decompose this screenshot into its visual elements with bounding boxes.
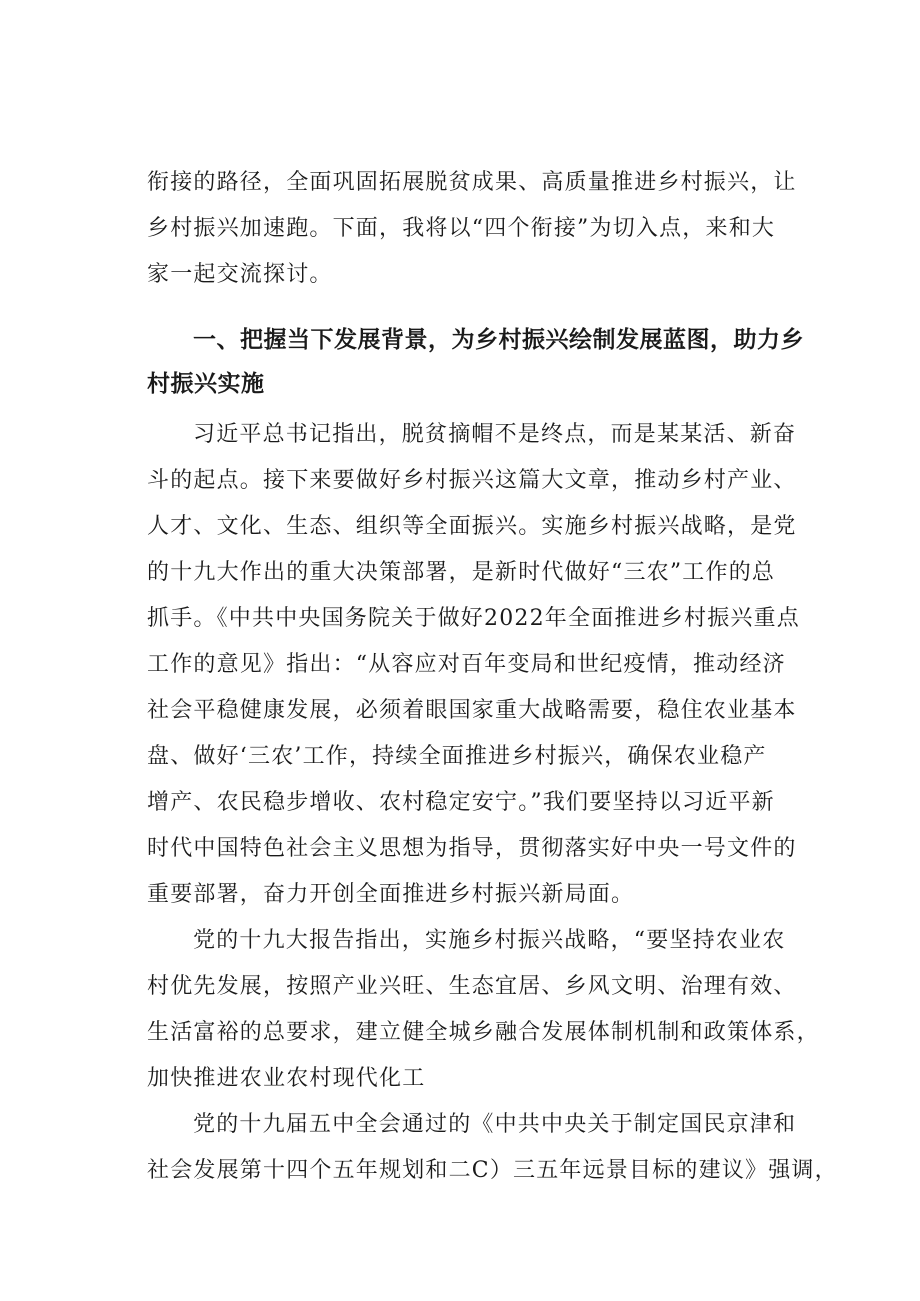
text-line: 的十九大作出的重大决策部署，是新时代做好“三农”工作的总	[147, 560, 776, 585]
text-line: 乡村振兴加速跑。下面，我将以“四个衔接”为切入点，来和大	[147, 216, 776, 241]
heading-line: 一、把握当下发展背景，为乡村振兴绘制发展蓝图，助力乡	[193, 327, 804, 353]
text-line: 人才、文化、生态、组织等全面振兴。实施乡村振兴战略，是党	[147, 514, 797, 539]
text-line: 加快推进农业农村现代化工	[147, 1066, 426, 1091]
text-line: 社会平稳健康发展，必须着眼国家重大战略需要，稳住农业基本	[147, 698, 797, 723]
section-heading	[147, 318, 803, 406]
body-paragraph-1	[147, 412, 803, 918]
text-line: 增产、农民稳步增收、农村稳定安宁。”我们要坚持以习近平新	[147, 790, 775, 815]
document-page	[147, 160, 838, 1194]
body-paragraph-2	[147, 918, 820, 1102]
text-line: 工作的意见》指出：“从容应对百年变局和世纪疫情，推动经济	[147, 652, 786, 677]
text-line: 斗的起点。接下来要做好乡村振兴这篇大文章，推动乡村产业、	[147, 468, 797, 493]
text-line: 家一起交流探讨。	[147, 262, 333, 287]
intro-paragraph	[147, 160, 803, 298]
text-line: 重要部署，奋力开创全面推进乡村振兴新局面。	[147, 882, 635, 907]
text-line: 时代中国特色社会主义思想为指导，贯彻落实好中央一号文件的	[147, 836, 797, 861]
text-line: 衔接的路径，全面巩固拓展脱贫成果、高质量推进乡村振兴，让	[147, 170, 797, 195]
text-line: 习近平总书记指出，脱贫摘帽不是终点，而是某某活、新奋	[193, 422, 797, 447]
text-line: 抓手。《中共中央国务院关于做好2022年全面推进乡村振兴重点	[147, 606, 800, 631]
text-line: 盘、做好‘三农’工作，持续全面推进乡村振兴，确保农业稳产	[147, 744, 767, 769]
body-paragraph-3	[147, 1102, 838, 1194]
text-line: 生活富裕的总要求，建立健全城乡融合发展体制机制和政策体系，	[147, 1020, 820, 1045]
text-line: 社会发展第十四个五年规划和二C）三五年远景目标的建议》强调，	[147, 1158, 838, 1183]
text-line: 党的十九届五中全会通过的《中共中央关于制定国民京津和	[193, 1112, 797, 1137]
heading-line: 村振兴实施	[147, 371, 265, 397]
text-line: 党的十九大报告指出，实施乡村振兴战略，“要坚持农业农	[193, 928, 786, 953]
text-line: 村优先发展，按照产业兴旺、生态宜居、乡风文明、治理有效、	[147, 974, 797, 999]
